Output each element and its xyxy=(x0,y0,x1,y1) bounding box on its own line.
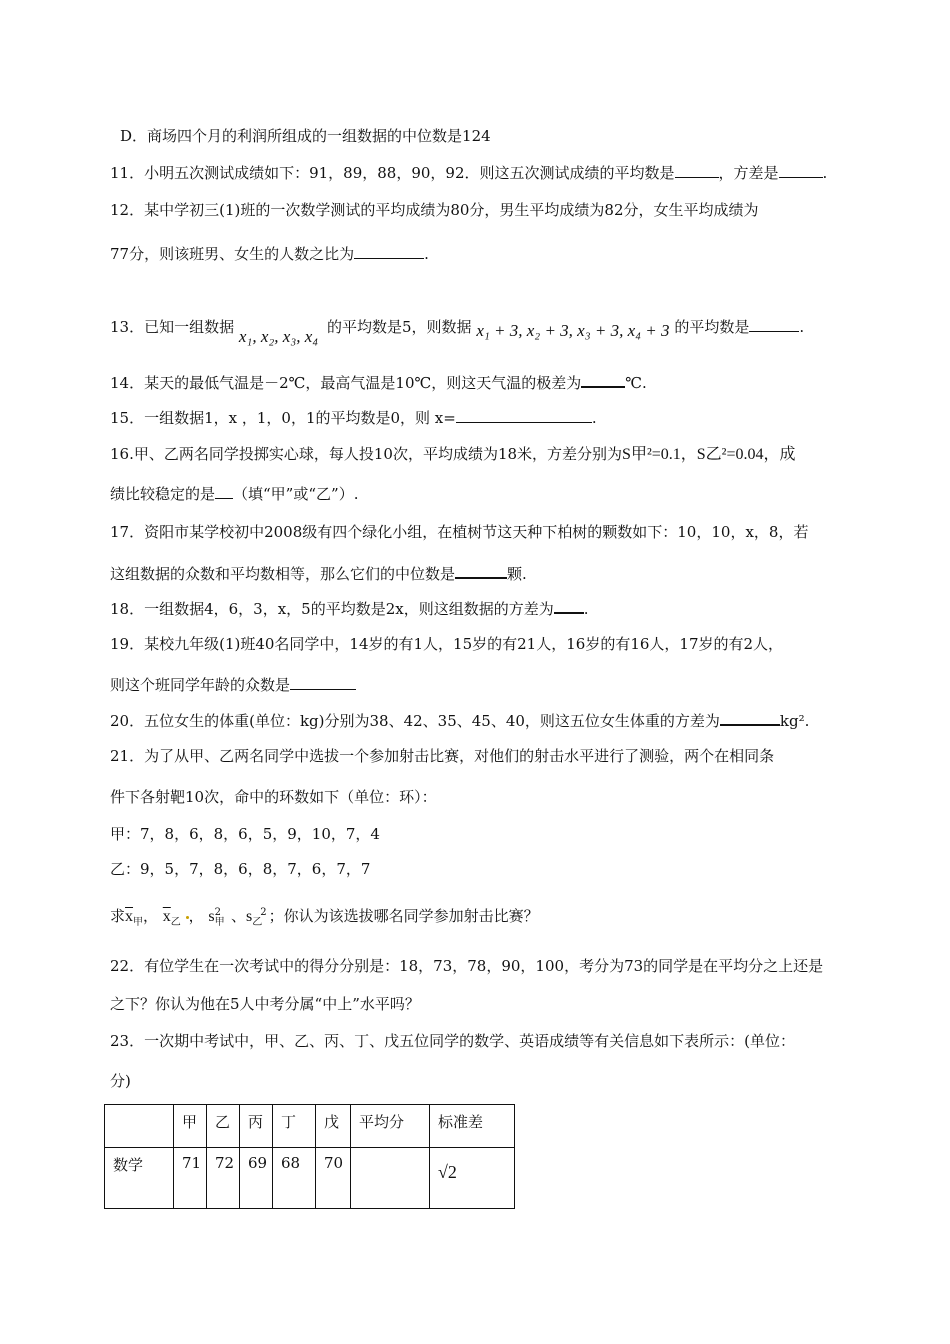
formula-mean-yi: $\overline{x}$ xyxy=(162,908,171,925)
table-cell xyxy=(430,1148,515,1209)
table-header-cell xyxy=(105,1105,174,1148)
question-21-yi-scores: 乙：9，5，7，8，6，8，7，6，7，7 xyxy=(110,860,371,878)
question-23-line2: 分) xyxy=(110,1072,131,1090)
question-11: 11．小明五次测试成绩如下：91，89，88，90，92．则这五次测试成绩的平均数是 ，方差是 . xyxy=(110,164,828,182)
answer-blank xyxy=(581,372,625,388)
question-21-line1: 21．为了从甲、乙两名同学中选拔一个参加射击比赛，对他们的射击水平进行了测验，两个在相同条 xyxy=(110,747,775,765)
table-header-cell: 标准差 xyxy=(430,1105,515,1148)
formula-data-set: x₁, x₂, x₃, x₄ xyxy=(238,327,319,346)
table-header-cell: 戊 xyxy=(316,1105,351,1148)
question-16-line2: 绩比较稳定的是 （填“甲”或“乙”）. xyxy=(110,485,359,503)
answer-blank xyxy=(354,244,424,259)
question-19-line1: 19．某校九年级(1)班40名同学中，14岁的有1人，15岁的有21人，16岁的有16人，17岁的有2人， xyxy=(110,635,784,653)
question-20: 20．五位女生的体重(单位：kg)分别为38、42、35、45、40，则这五位女生体重的方差为 kg². xyxy=(110,712,810,730)
table-cell: 70 xyxy=(316,1148,351,1209)
answer-blank xyxy=(290,675,356,690)
answer-blank xyxy=(554,598,584,614)
answer-blank xyxy=(720,710,780,726)
question-22-line2: 之下？你认为他在5人中考分属“中上”水平吗？ xyxy=(110,995,420,1013)
table-cell: 72 xyxy=(207,1148,240,1209)
question-16-line1: 16.甲、乙两名同学投掷实心球，每人投10次，平均成绩为18米，方差分别为S甲²=0.1，S乙²=0.04，成 xyxy=(110,445,796,463)
table-row xyxy=(105,1148,515,1209)
question-23-line1: 23．一次期中考试中，甲、乙、丙、丁、戊五位同学的数学、英语成绩等有关信息如下表所示：(单位： xyxy=(110,1032,795,1050)
formula-variance-yi: s xyxy=(245,908,253,925)
answer-blank xyxy=(779,163,823,178)
table-cell: 68 xyxy=(273,1148,316,1209)
formula-shifted-set: x₁ + 3, x₂ + 3, x₃ + 3, x₄ + 3 xyxy=(476,321,670,340)
score-table xyxy=(104,1104,515,1209)
answer-blank xyxy=(215,484,233,499)
decorative-dot xyxy=(186,916,189,919)
question-13: 13．已知一组数据 x₁, x₂, x₃, x₄ 的平均数是5，则数据 x₁ + 3, x₂ + 3, x₃ + 3, x₄ + 3 的平均数是 . xyxy=(110,318,805,346)
table-header-cell: 乙 xyxy=(207,1105,240,1148)
table-cell: 数学 xyxy=(105,1148,174,1209)
question-18: 18．一组数据4，6，3，x，5的平均数是2x，则这组数据的方差为 . xyxy=(110,600,589,618)
formula-variance-jia: s xyxy=(208,908,215,925)
table-header-cell: 平均分 xyxy=(351,1105,430,1148)
question-14: 14．某天的最低气温是－2℃，最高气温是10℃，则这天气温的极差为 ℃. xyxy=(110,374,647,392)
table-header-cell: 甲 xyxy=(174,1105,207,1148)
answer-blank xyxy=(675,163,719,178)
table-cell xyxy=(351,1148,430,1209)
question-12-line1: 12．某中学初三(1)班的一次数学测试的平均成绩为80分，男生平均成绩为82分，女生平均成绩为 xyxy=(110,201,759,219)
question-17-line1: 17．资阳市某学校初中2008级有四个绿化小组，在植树节这天种下柏树的颗数如下：10，10，x，8，若 xyxy=(110,523,809,541)
question-21-ask: 求$\overline{x}_甲$， $\overline{x}_乙$ ， $s_甲^2$ 、$s_乙^2$ ；你认为该选拔哪名同学参加射击比赛？ xyxy=(110,907,539,928)
option-d: D．商场四个月的利润所组成的一组数据的中位数是124 xyxy=(120,127,491,145)
table-header-row xyxy=(105,1105,515,1148)
question-21-jia-scores: 甲：7，8，6，8，6，5，9，10，7，4 xyxy=(110,825,380,843)
answer-blank xyxy=(749,317,799,332)
formula-sqrt: √2 xyxy=(438,1162,457,1182)
table-header-cell: 丁 xyxy=(273,1105,316,1148)
question-15: 15．一组数据1，x ，1，0，1的平均数是0，则 x= . xyxy=(110,409,597,427)
formula-mean-jia: $\overline{x}$ xyxy=(125,908,134,925)
question-19-line2: 则这个班同学年龄的众数是 xyxy=(110,675,356,695)
table-cell: 71 xyxy=(174,1148,207,1209)
answer-blank xyxy=(455,563,507,579)
question-17-line2: 这组数据的众数和平均数相等，那么它们的中位数是 颗. xyxy=(110,565,527,583)
question-12-line2: 77分，则该班男、女生的人数之比为 . xyxy=(110,245,429,263)
table-header-cell: 丙 xyxy=(240,1105,273,1148)
question-21-line2: 件下各射靶10次，命中的环数如下（单位：环）： xyxy=(110,788,437,806)
table-cell: 69 xyxy=(240,1148,273,1209)
answer-blank xyxy=(456,408,592,423)
question-22-line1: 22．有位学生在一次考试中的得分分别是：18，73，78，90，100，考分为73的同学是在平均分之上还是 xyxy=(110,957,824,975)
